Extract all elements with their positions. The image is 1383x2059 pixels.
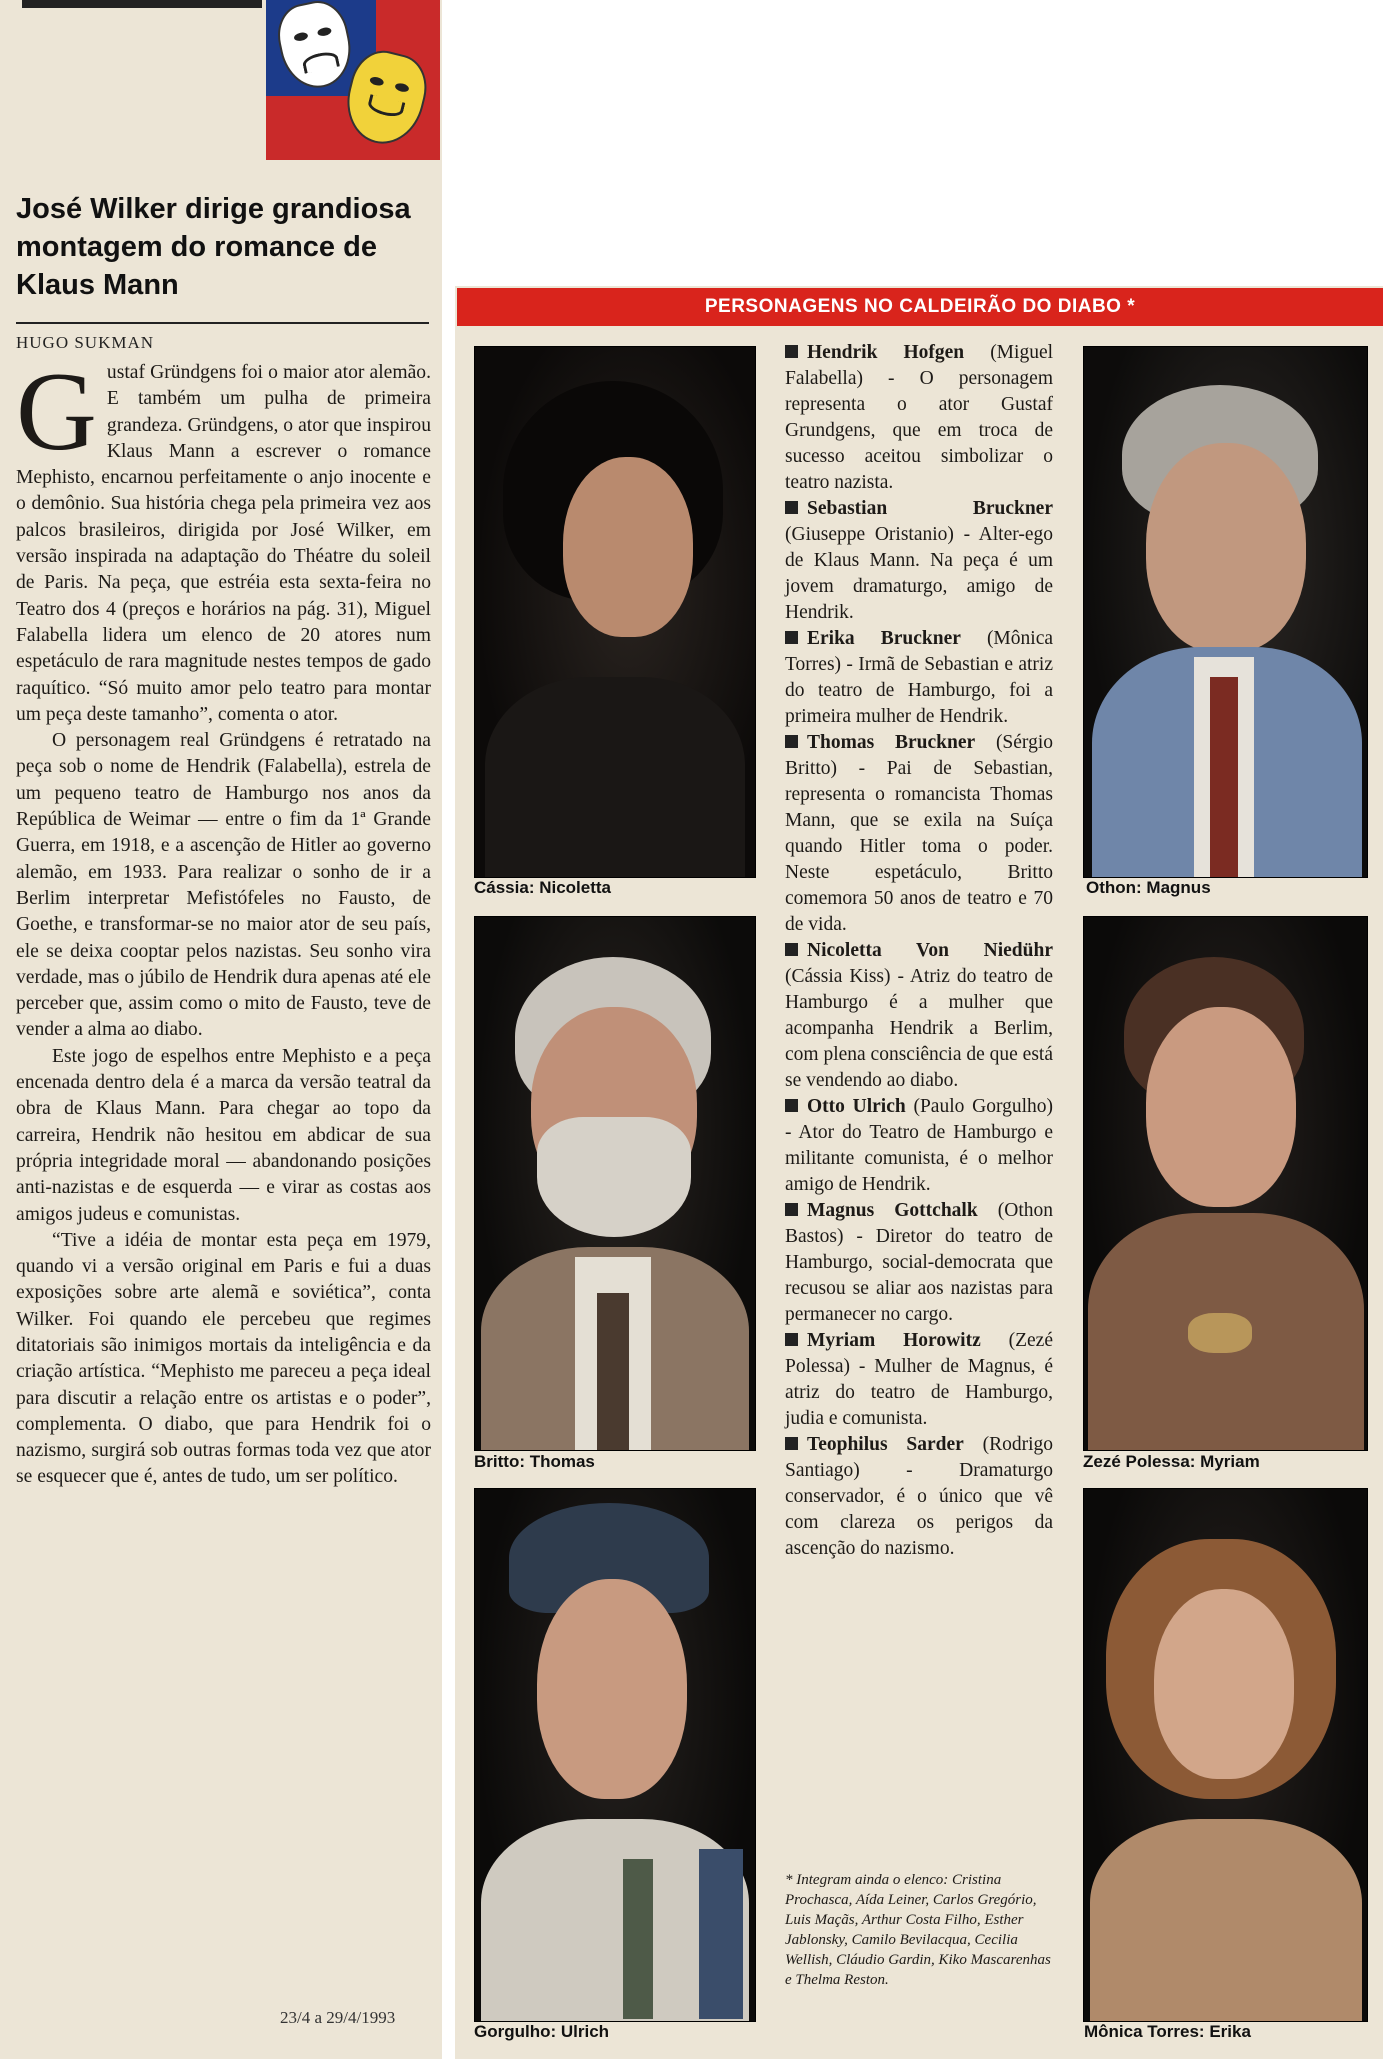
byline: HUGO SUKMAN	[16, 333, 155, 352]
sidebar-banner: PERSONAGENS NO CALDEIRÃO DO DIABO *	[457, 288, 1383, 326]
photo-cassia	[474, 346, 756, 878]
bullet-square-icon	[785, 735, 798, 748]
bullet-square-icon	[785, 1437, 798, 1450]
list-item: Thomas Bruckner (Sérgio Britto) - Pai de Sebastian, representa o romancista Thomas Mann, que se exila na Suíça quando Hitler toma o poder. Neste espetáculo, Britto comemora 50 anos de teatro e 70 de vida.	[785, 732, 1053, 935]
list-item: Otto Ulrich (Paulo Gorgulho) - Ator do Teatro de Hamburgo e militante comunista, é o melhor amigo de Hendrik.	[785, 1096, 1054, 1195]
bullet-square-icon	[785, 501, 798, 514]
character-list	[785, 340, 1053, 1562]
paragraph-3: Este jogo de espelhos entre Mephisto e a peça encenada dentro dela é a marca da versão teatral da obra de Klaus Mann. Para chegar ao topo da carreira, Hendrik não hesitou em abdicar de sua própria integridade moral — abandonando posições anti-nazistas e de esquerda — e virar as costas aos amigos judeus e comunistas.	[16, 1045, 431, 1225]
caption-britto: Britto: Thomas	[474, 1452, 595, 1471]
bullet-square-icon	[785, 1203, 798, 1216]
article-body	[16, 350, 431, 1491]
bullet-square-icon	[785, 1099, 798, 1112]
list-item: Hendrik Hofgen (Miguel Falabella) - O personagem representa o ator Gustaf Grundgens, que em troca de sucesso aceitou simbolizar o teatro nazista.	[785, 342, 1054, 493]
cast-footnote: * Integram ainda o elenco: Cristina Prochasca, Aída Leiner, Carlos Gregório, Luis Maçãs, Arthur Costa Filho, Esther Jablonsky, Camilo Bevilacqua, Cecilia Wellish, Cláudio Gardin, Kiko Mascarenhas e Thelma Reston.	[785, 1872, 1051, 1988]
caption-gorgulho: Gorgulho: Ulrich	[474, 2022, 610, 2041]
dateline: 23/4 a 29/4/1993	[280, 2008, 396, 2027]
photo-zeze	[1083, 916, 1368, 1451]
list-item: Magnus Gottchalk (Othon Bastos) - Diretor do teatro de Hamburgo, social-democrata que recusou se aliar aos nazistas para permanecer no cargo.	[785, 1200, 1053, 1325]
paragraph-2: O personagem real Gründgens é retratado na peça sob o nome de Hendrik (Falabella), estrela de um pequeno teatro de Hamburgo nos anos da República de Weimar — entre o fim da 1ª Grande Guerra, em 1918, e a ascenção de Hitler ao governo alemão, em 1933. Para realizar o sonho de ir a Berlim interpretar Mefistófeles no Fausto, de Goethe, e transformar-se no maior ator de seu país, ele se deixa cooptar pelos nazistas. Seu sonho vira verdade, mas o júbilo de Hendrik dura apenas até ele perceber que, assim como o mito de Fausto, teve de vender a alma ao diabo.	[16, 730, 431, 1041]
theater-masks-logo	[266, 0, 440, 160]
caption-monica: Mônica Torres: Erika	[1084, 2022, 1251, 2041]
caption-cassia: Cássia: Nicoletta	[474, 878, 611, 897]
photo-monica	[1083, 1488, 1368, 2022]
bullet-square-icon	[785, 345, 798, 358]
list-item: Myriam Horowitz (Zezé Polessa) - Mulher de Magnus, é atriz do teatro de Hamburgo, judia e comunista.	[785, 1330, 1053, 1429]
photo-gorgulho	[474, 1488, 756, 2022]
photo-britto	[474, 916, 756, 1451]
list-item: Nicoletta Von Niedühr (Cássia Kiss) - Atriz do teatro de Hamburgo é a mulher que acompanha Hendrik a Berlim, com plena consciência de que está se vendendo ao diabo.	[785, 940, 1054, 1091]
article-clipping	[0, 0, 442, 2059]
paragraph-4: “Tive a idéia de montar esta peça em 1979, quando vi a versão original em Paris e fui a duas exposições sobre arte alemã e soviética”, conta Wilker. Foi quando ele percebeu que regimes ditatoriais são inimigos mortais da inteligência e da criação artística. “Mephisto me pareceu a peça ideal para discutir a relação entre os artistas e o poder”, complementa. O diabo, que para Hendrik foi o nazismo, surgirá sob outras formas toda vez que ator se esquecer que é, antes de tudo, um ser político.	[16, 1229, 431, 1488]
top-rule	[22, 0, 262, 8]
bullet-square-icon	[785, 631, 798, 644]
bullet-square-icon	[785, 943, 798, 956]
caption-othon: Othon: Magnus	[1086, 878, 1211, 897]
list-item: Erika Bruckner (Mônica Torres) - Irmã de Sebastian e atriz do teatro de Hamburgo, foi a primeira mulher de Hendrik.	[785, 628, 1053, 727]
paragraph-1: Gustaf Gründgens foi o maior ator alemão. E também um pulha de primeira grandeza. Gründgens, o ator que inspirou Klaus Mann a escrever o romance Mephisto, encarnou perfeitamente o anjo inocente e o demônio. Sua história chega pela primeira vez aos palcos brasileiros, dirigida por José Wilker, em versão inspirada na adaptação do Théatre du soleil de Paris. Na peça, que estréia esta sexta-feira no Teatro dos 4 (preços e horários na pág. 31), Miguel Falabella lidera um elenco de 20 atores num espetáculo de rara magnitude nestes tempos de gado raquítico. “Só muito amor pelo teatro para montar um peça deste tamanho”, comenta o ator.	[16, 350, 431, 725]
headline: José Wilker dirige grandiosa montagem do romance de Klaus Mann	[16, 193, 411, 301]
list-item: Sebastian Bruckner (Giuseppe Oristanio) - Alter-ego de Klaus Mann. Na peça é um jovem dramaturgo, amigo de Hendrik.	[785, 498, 1053, 623]
list-item: Teophilus Sarder (Rodrigo Santiago) - Dramaturgo conservador, é o único que vê com clareza os perigos da ascenção do nazismo.	[785, 1434, 1053, 1559]
drop-cap: G	[16, 350, 97, 474]
caption-zeze: Zezé Polessa: Myriam	[1083, 1452, 1260, 1471]
bullet-square-icon	[785, 1333, 798, 1346]
photo-othon	[1083, 346, 1368, 878]
headline-rule	[16, 322, 429, 324]
